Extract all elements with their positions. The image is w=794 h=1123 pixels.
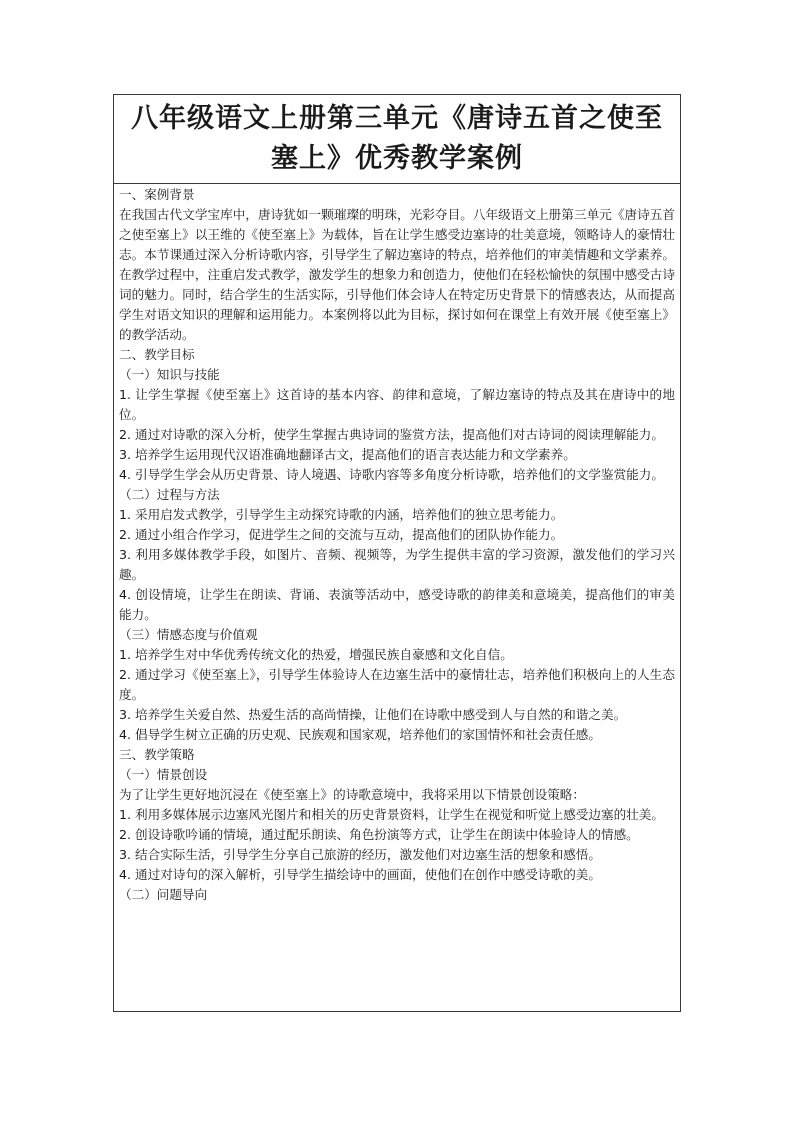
list-item: 4. 引导学生学会从历史背景、诗人境遇、诗歌内容等多角度分析诗歌，培养他们的文学鉴赏能力。 [119,467,664,482]
list-item: 1. 让学生掌握《使至塞上》这首诗的基本内容、韵律和意境，了解边塞诗的特点及其在唐诗中的地位。 [119,387,675,422]
subsection-heading: （二）问题导向 [119,887,208,902]
subsection-heading: （一）知识与技能 [119,367,220,382]
list-item: 4. 倡导学生树立正确的历史观、民族观和国家观，培养他们的家国情怀和社会责任感。 [119,727,601,742]
document-frame [113,94,681,1012]
list-item: 3. 利用多媒体教学手段，如图片、音频、视频等，为学生提供丰富的学习资源，激发他们的学习兴趣。 [119,547,675,582]
section-heading: 三、教学策略 [119,747,195,762]
paragraph: 为了让学生更好地沉浸在《使至塞上》的诗歌意境中，我将采用以下情景创设策略： [119,787,585,802]
paragraph: 在我国古代文学宝库中，唐诗犹如一颗璀璨的明珠，光彩夺目。八年级语文上册第三单元《唐诗五首之使至塞上》以王维的《使至塞上》为载体，旨在让学生感受边塞诗的壮美意境，领略诗人的豪情壮志。本节课通过深入分析诗歌内容，引导学生了解边塞诗的特点，培养他们的审美情趣和文学素养。在教学过程中，注重启发式教学，激发学生的想象力和创造力，使他们在轻松愉快的氛围中感受古诗词的魅力。同时，结合学生的生活实际，引导他们体会诗人在特定历史背景下的情感表达，从而提高学生对语文知识的理解和运用能力。本案例将以此为目标，探讨如何在课堂上有效开展《使至塞上》的教学活动。 [119,207,675,342]
document-body [114,184,680,905]
list-item: 2. 创设诗歌吟诵的情境，通过配乐朗读、角色扮演等方式，让学生在朗读中体验诗人的情感。 [119,827,639,842]
list-item: 4. 创设情境，让学生在朗读、背诵、表演等活动中，感受诗歌的韵律美和意境美，提高他们的审美能力。 [119,587,675,622]
subsection-heading: （一）情景创设 [119,767,208,782]
document-title [118,99,676,179]
list-item: 4. 通过对诗句的深入解析，引导学生描绘诗中的画面，使他们在创作中感受诗歌的美。 [119,867,601,882]
list-item: 1. 采用启发式教学，引导学生主动探究诗歌的内涵，培养他们的独立思考能力。 [119,507,564,522]
list-item: 3. 培养学生关爱自然、热爱生活的高尚情操，让他们在诗歌中感受到人与自然的和谐之美。 [119,707,627,722]
list-item: 2. 通过对诗歌的深入分析，使学生掌握古典诗词的鉴赏方法，提高他们对古诗词的阅读理解能力。 [119,427,664,442]
subsection-heading: （三）情感态度与价值观 [119,627,258,642]
section-heading: 一、案例背景 [119,187,195,202]
title-line-1: 八年级语文上册第三单元《唐诗五首之使至 [131,103,663,134]
list-item: 1. 培养学生对中华优秀传统文化的热爱，增强民族自豪感和文化自信。 [119,647,513,662]
title-line-2: 塞上》优秀教学案例 [271,143,523,174]
list-item: 2. 通过小组合作学习，促进学生之间的交流与互动，提高他们的团队协作能力。 [119,527,564,542]
section-heading: 二、教学目标 [119,347,195,362]
list-item: 1. 利用多媒体展示边塞风光图片和相关的历史背景资料，让学生在视觉和听觉上感受边塞的壮美。 [119,807,664,822]
subsection-heading: （二）过程与方法 [119,487,220,502]
title-cell [114,95,680,184]
list-item: 3. 培养学生运用现代汉语准确地翻译古文，提高他们的语言表达能力和文学素养。 [119,447,576,462]
list-item: 2. 通过学习《使至塞上》，引导学生体验诗人在边塞生活中的豪情壮志，培养他们积极向上的人生态度。 [119,667,675,702]
list-item: 3. 结合实际生活，引导学生分享自己旅游的经历，激发他们对边塞生活的想象和感悟。 [119,847,601,862]
